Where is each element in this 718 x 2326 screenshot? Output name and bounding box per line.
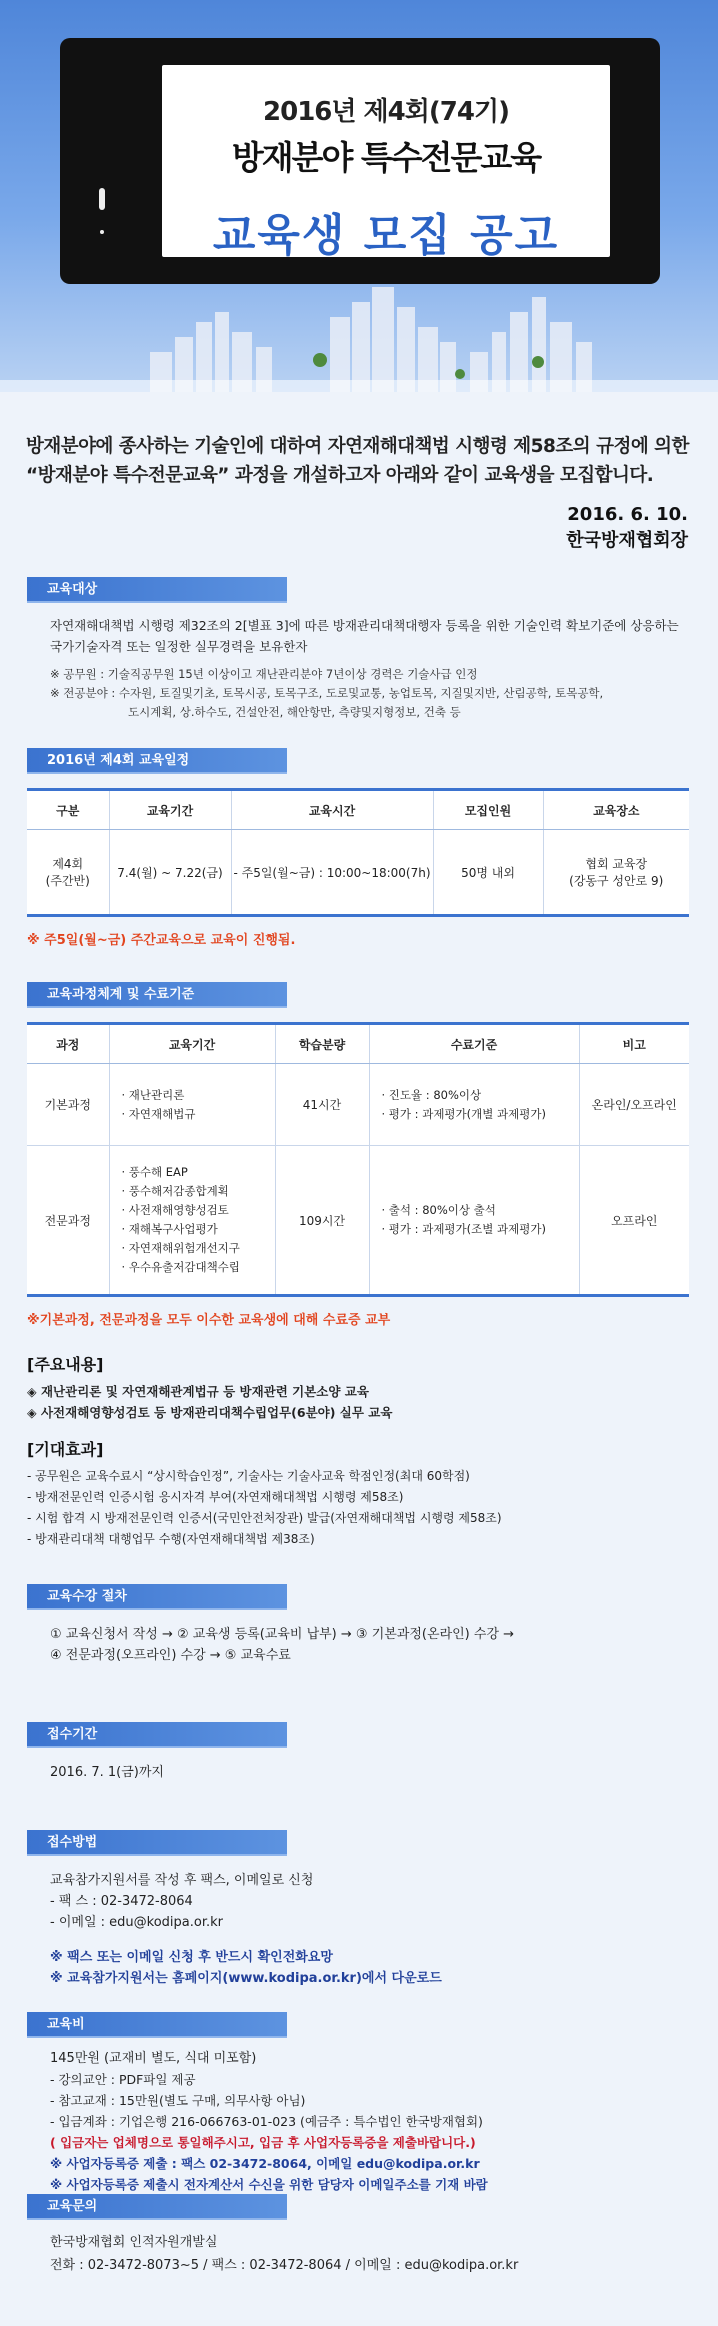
process-section bbox=[0, 1584, 718, 1666]
method-note2: ※ 교육참가지원서는 홈페이지(www.kodipa.or.kr)에서 다운로드 bbox=[50, 1971, 442, 1986]
schedule-heading: 2016년 제4회 교육일정 bbox=[27, 748, 287, 774]
fee-line2: - 강의교안 : PDF파일 제공 bbox=[50, 2072, 196, 2087]
deadline-section bbox=[0, 1722, 718, 1783]
schedule-section bbox=[0, 748, 718, 948]
table-cell: 오프라인 bbox=[579, 1146, 689, 1296]
table-cell bbox=[27, 830, 109, 916]
list-item: · 평가 : 과제평가(조별 과제평가) bbox=[381, 1222, 546, 1236]
target-text: 자연재해대책법 시행령 제32조의 2[별표 3]에 따른 방재관리대책대행자 등록을 위한 기술인력 확보기준에 상응하는 국가기술자격 또는 일정한 실무경력을 보유한자 bbox=[50, 618, 679, 654]
date-org-block bbox=[0, 502, 718, 554]
system-heading: 교육과정체계 및 수료기준 bbox=[27, 982, 287, 1008]
list-item: - 방재전문인력 인증시험 응시자격 부여(자연재해대책법 시행령 제58조) bbox=[27, 1490, 404, 1504]
table-cell: 41시간 bbox=[275, 1064, 369, 1146]
list-item: · 출석 : 80%이상 출석 bbox=[381, 1203, 496, 1217]
table-header-cell: 교육시간 bbox=[231, 790, 433, 830]
list-item: · 재해복구사업평가 bbox=[121, 1222, 218, 1236]
list-item: · 자연재해위험개선지구 bbox=[121, 1241, 240, 1255]
list-item: ◈ 재난관리론 및 자연재해관계법규 등 방재관련 기본소양 교육 bbox=[27, 1384, 369, 1399]
phone-dot-icon bbox=[100, 230, 104, 234]
method-section bbox=[0, 1830, 718, 1989]
table-header-cell: 비고 bbox=[579, 1024, 689, 1064]
fee-note2: ※ 사업자등록증 제출 : 팩스 02-3472-8064, 이메일 edu@kodipa.or.kr bbox=[50, 2156, 480, 2171]
target-note1: ※ 공무원 : 기술직공무원 15년 이상이고 재난관리분야 7년이상 경력은 기술사급 인정 bbox=[50, 667, 478, 681]
fee-section bbox=[0, 2012, 718, 2195]
contact-heading: 교육문의 bbox=[27, 2194, 287, 2220]
contact-line1: 한국방재협회 인적자원개발실 bbox=[50, 2235, 218, 2250]
intro-text: 방재분야에 종사하는 기술인에 대하여 자연재해대책법 시행령 제58조의 규정에 의한 “방재분야 특수전문교육” 과정을 개설하고자 아래와 같이 교육생을 모집합니다. bbox=[26, 436, 689, 486]
table-header-cell: 구분 bbox=[27, 790, 109, 830]
method-note1: ※ 팩스 또는 이메일 신청 후 반드시 확인전화요망 bbox=[50, 1950, 333, 1965]
deadline-heading: 접수기간 bbox=[27, 1722, 287, 1748]
list-item: · 풍수해저감종합계획 bbox=[121, 1184, 229, 1198]
phone-screen bbox=[162, 65, 610, 261]
table-header-cell: 수료기준 bbox=[369, 1024, 579, 1064]
process-line1: ① 교육신청서 작성 → ② 교육생 등록(교육비 납부) → ③ 기본과정(온라인) 수강 → bbox=[50, 1627, 515, 1642]
table-cell bbox=[369, 1064, 579, 1146]
list-item: · 재난관리론 bbox=[121, 1087, 185, 1102]
effect-heading: [기대효과] bbox=[27, 1440, 104, 1459]
system-section bbox=[0, 982, 718, 1328]
list-item: · 사전재해영향성검토 bbox=[121, 1203, 229, 1217]
table-header-cell: 교육기간 bbox=[109, 790, 231, 830]
table-header-cell: 교육기간 bbox=[109, 1024, 275, 1064]
method-line1: 교육참가지원서를 작성 후 팩스, 이메일로 신청 bbox=[50, 1873, 314, 1888]
fee-note1: ( 입금자는 업체명으로 통일해주시고, 입금 후 사업자등록증을 제출바랍니다.) bbox=[50, 2135, 476, 2150]
table-cell: - 주5일(월~금) : 10:00~18:00(7h) bbox=[231, 830, 433, 916]
main-content-heading: [주요내용] bbox=[27, 1355, 104, 1374]
header-title: 교육생 모집 공고 bbox=[212, 210, 560, 261]
notice-content bbox=[0, 392, 718, 2326]
cell-line: (주간반) bbox=[45, 874, 90, 888]
fee-line3: - 참고교재 : 15만원(별도 구매, 의무사항 아님) bbox=[50, 2093, 306, 2108]
table-cell: 기본과정 bbox=[27, 1064, 109, 1146]
table-cell: 온라인/오프라인 bbox=[579, 1064, 689, 1146]
list-item: - 공무원은 교육수료시 “상시학습인정”, 기술사는 기술사교육 학점인정(최대 60학점) bbox=[27, 1469, 470, 1483]
table-header-cell: 교육장소 bbox=[543, 790, 689, 830]
list-item: · 풍수해 EAP bbox=[121, 1165, 188, 1179]
phone-button-icon bbox=[99, 188, 105, 210]
notice-org: 한국방재협회장 bbox=[566, 530, 688, 551]
table-header-cell: 모집인원 bbox=[433, 790, 543, 830]
target-note2: ※ 전공분야 : 수자원, 토질및기초, 토목시공, 토목구조, 도로및교통, 농업토목, 지질및지반, 산림공학, 토목공학, bbox=[50, 686, 604, 700]
table-cell bbox=[369, 1146, 579, 1296]
fee-heading: 교육비 bbox=[27, 2012, 287, 2038]
subject-list bbox=[122, 1163, 240, 1277]
header-banner bbox=[0, 0, 718, 392]
table-row bbox=[27, 1146, 689, 1296]
table-header-row bbox=[27, 790, 689, 830]
cell-line: 협회 교육장 bbox=[585, 857, 648, 871]
list-item: - 시험 합격 시 방재전문인력 인증서(국민안전처장관) 발급(자연재해대책법 시행령 제58조) bbox=[27, 1511, 502, 1525]
fee-note3: ※ 사업자등록증 제출시 전자계산서 수신을 위한 담당자 이메일주소를 기재 바람 bbox=[50, 2177, 488, 2192]
subject-list bbox=[122, 1086, 196, 1124]
table-row bbox=[27, 830, 689, 916]
table-cell bbox=[109, 1146, 275, 1296]
list-item: ◈ 사전재해영향성검토 등 방재관리대책수립업무(6분야) 실무 교육 bbox=[27, 1405, 393, 1420]
method-line3: - 이메일 : edu@kodipa.or.kr bbox=[50, 1915, 223, 1930]
table-header-row bbox=[27, 1024, 689, 1064]
system-table bbox=[27, 1022, 689, 1297]
table-cell: 7.4(월) ~ 7.22(금) bbox=[109, 830, 231, 916]
table-cell bbox=[109, 1064, 275, 1146]
table-header-cell: 학습분량 bbox=[275, 1024, 369, 1064]
method-line2: - 팩 스 : 02-3472-8064 bbox=[50, 1894, 193, 1909]
criteria-list bbox=[382, 1086, 546, 1124]
deadline-text: 2016. 7. 1(금)까지 bbox=[50, 1765, 164, 1780]
list-item: · 진도율 : 80%이상 bbox=[381, 1087, 482, 1102]
header-line1: 2016년 제4회(74기) bbox=[263, 97, 509, 127]
contact-line2: 전화 : 02-3472-8073~5 / 팩스 : 02-3472-8064 / 이메일 : edu@kodipa.or.kr bbox=[50, 2258, 519, 2273]
process-line2: ④ 전문과정(오프라인) 수강 → ⑤ 교육수료 bbox=[50, 1648, 291, 1663]
fee-line1: 145만원 (교재비 별도, 식대 미포함) bbox=[50, 2051, 257, 2066]
table-cell: 전문과정 bbox=[27, 1146, 109, 1296]
process-heading: 교육수강 절차 bbox=[27, 1584, 287, 1610]
table-row bbox=[27, 1064, 689, 1146]
cell-line: (강동구 성안로 9) bbox=[569, 874, 664, 888]
target-note3-text: 도시계획, 상.하수도, 건설안전, 해안항만, 측량및지형정보, 건축 등 bbox=[128, 705, 461, 719]
city-skyline-illustration bbox=[0, 282, 718, 392]
table-header-cell: 과정 bbox=[27, 1024, 109, 1064]
schedule-note: ※ 주5일(월~금) 주간교육으로 교육이 진행됨. bbox=[27, 933, 296, 948]
main-content-section bbox=[0, 1352, 718, 1550]
table-cell bbox=[543, 830, 689, 916]
list-item: · 우수유출저감대책수립 bbox=[121, 1260, 240, 1274]
phone-frame bbox=[60, 38, 660, 284]
notice-date: 2016. 6. 10. bbox=[567, 504, 688, 525]
list-item: · 자연재해법규 bbox=[121, 1106, 196, 1121]
system-note: ※기본과정, 전문과정을 모두 이수한 교육생에 대해 수료증 교부 bbox=[27, 1313, 391, 1328]
contact-section bbox=[0, 2194, 718, 2276]
fee-line4: - 입금계좌 : 기업은행 216-066763-01-023 (예금주 : 특수법인 한국방재협회) bbox=[50, 2114, 483, 2129]
table-cell: 50명 내외 bbox=[433, 830, 543, 916]
method-heading: 접수방법 bbox=[27, 1830, 287, 1856]
target-section bbox=[0, 577, 718, 722]
list-item: - 방재관리대책 대행업무 수행(자연재해대책법 제38조) bbox=[27, 1532, 315, 1546]
header-line2: 방재분야 특수전문교육 bbox=[231, 138, 541, 177]
target-note3 bbox=[50, 703, 718, 722]
target-heading: 교육대상 bbox=[27, 577, 287, 603]
table-cell: 109시간 bbox=[275, 1146, 369, 1296]
schedule-table bbox=[27, 788, 689, 917]
criteria-list bbox=[382, 1201, 546, 1239]
list-item: · 평가 : 과제평가(개별 과제평가) bbox=[381, 1106, 546, 1121]
cell-line: 제4회 bbox=[52, 857, 84, 871]
